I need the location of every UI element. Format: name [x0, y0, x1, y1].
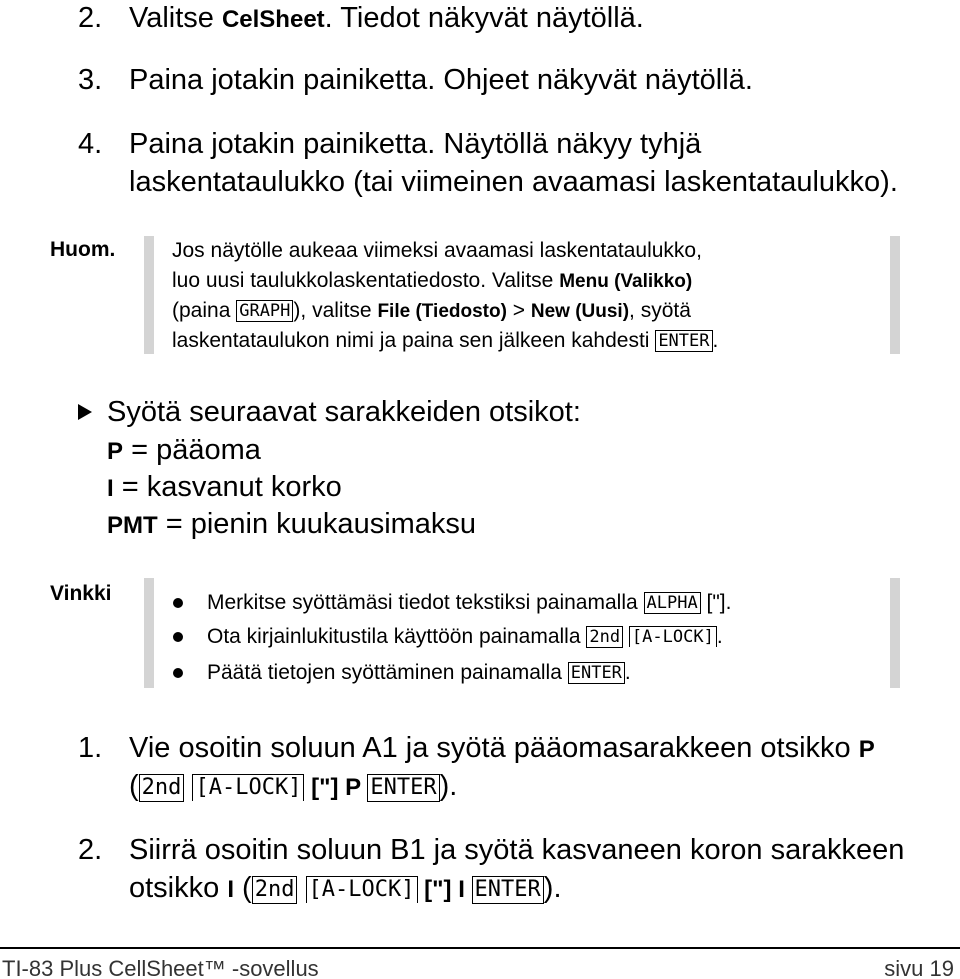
enter-key: ENTER	[367, 774, 439, 802]
app-name: CelSheet	[221, 6, 325, 33]
step-text-part: (	[129, 770, 139, 802]
column-title: I	[227, 876, 234, 903]
header-desc: = pääoma	[123, 434, 261, 466]
note-text: laskentataulukon nimi ja paina sen jälkeen kahdesti	[172, 329, 656, 352]
tip-text: Merkitse syöttämäsi tiedot tekstiksi painamalla	[207, 591, 644, 614]
bullet-icon	[173, 632, 183, 642]
step-number: 3.	[78, 64, 103, 96]
alpha-key: ALPHA	[644, 592, 701, 614]
note-text: .	[712, 329, 719, 352]
a-lock-key: [A-LOCK]	[629, 626, 717, 647]
tip-line	[207, 622, 723, 652]
note-text: luo uusi taulukkolaskentatiedosto. Valitse	[172, 269, 560, 292]
header-term: P	[107, 438, 124, 465]
tip-line	[207, 658, 631, 688]
step-text: Paina jotakin painiketta. Ohjeet näkyvät näytöllä.	[129, 64, 753, 96]
bullet-icon	[173, 598, 183, 608]
note-bar-left	[144, 236, 154, 354]
step-text	[129, 0, 644, 38]
step-number: 4.	[78, 128, 103, 160]
tip-text: .	[716, 625, 723, 648]
note-text: (paina	[172, 299, 237, 322]
bullet-icon	[173, 668, 183, 678]
enter-key: ENTER	[568, 662, 625, 684]
step-number: 2.	[78, 834, 103, 866]
a-lock-key: [A-LOCK]	[306, 876, 418, 903]
menu-name: File (Tiedosto)	[377, 301, 507, 322]
step-text-part: ["] I	[417, 876, 472, 903]
second-key: 2nd	[252, 876, 298, 904]
step-text-part: ["] P	[304, 774, 368, 801]
step-text-line2	[129, 768, 457, 806]
step-text-part: ).	[543, 872, 562, 904]
triangle-bullet-icon	[78, 404, 92, 420]
tip-text: ["].	[700, 591, 732, 614]
step-number: 2.	[78, 2, 103, 34]
note-bar-right	[890, 236, 900, 354]
tip-text: Päätä tietojen syöttäminen painamalla	[207, 661, 568, 684]
header-item	[107, 506, 476, 544]
note-line	[172, 326, 718, 356]
page-number: sivu 19	[884, 956, 954, 979]
step-text-line1: Siirrä osoitin soluun B1 ja syötä kasvaneen koron sarakkeen	[129, 834, 905, 866]
step-text-part: otsikko	[129, 872, 228, 904]
second-key: 2nd	[586, 626, 623, 648]
step-text-line2	[129, 870, 562, 908]
header-term: I	[107, 475, 114, 502]
enter-key: ENTER	[472, 876, 544, 904]
step-text-part: (	[234, 872, 252, 904]
footer-title: TI-83 Plus CellSheet™ -sovellus	[2, 956, 319, 979]
step-text-part: Vie osoitin soluun A1 ja syötä pääomasarakkeen otsikko	[129, 732, 859, 764]
note-text: , syötä	[629, 299, 691, 322]
note-line: Jos näytölle aukeaa viimeksi avaamasi laskentataulukko,	[172, 239, 702, 262]
note-line	[172, 266, 692, 297]
step-number: 1.	[78, 732, 103, 764]
note-line	[172, 296, 691, 327]
second-key: 2nd	[139, 774, 185, 802]
step-text-line2: laskentataulukko (tai viimeinen avaamasi laskentataulukko).	[129, 166, 898, 198]
step-text-part: . Tiedot näkyvät näytöllä.	[324, 2, 644, 34]
step-text-part: Valitse	[129, 2, 222, 34]
tip-text: .	[624, 661, 631, 684]
tip-bar-left	[144, 578, 154, 688]
header-term: PMT	[107, 512, 158, 539]
menu-name: New (Uusi)	[530, 301, 630, 322]
tip-bar-right	[890, 578, 900, 688]
headers-intro: Syötä seuraavat sarakkeiden otsikot:	[107, 396, 581, 428]
footer-rule	[0, 947, 960, 949]
step-text-line1	[129, 730, 875, 768]
header-desc: = kasvanut korko	[113, 471, 342, 503]
header-desc: = pienin kuukausimaksu	[157, 508, 477, 540]
column-title: P	[858, 736, 875, 763]
note-text: ), valitse	[293, 299, 378, 322]
a-lock-key: [A-LOCK]	[192, 774, 304, 801]
note-text: >	[506, 299, 531, 322]
header-item	[107, 432, 261, 470]
header-item	[107, 469, 342, 507]
tip-line	[207, 588, 731, 618]
note-label: Huom.	[50, 238, 116, 261]
enter-key: ENTER	[655, 330, 712, 352]
menu-name: Menu (Valikko)	[559, 271, 693, 292]
tip-label: Vinkki	[50, 582, 112, 605]
tip-text: Ota kirjainlukitustila käyttöön painamalla	[207, 625, 587, 648]
step-text-line1: Paina jotakin painiketta. Näytöllä näkyy tyhjä	[129, 128, 702, 160]
step-text-part: ).	[439, 770, 458, 802]
graph-key: GRAPH	[236, 300, 293, 322]
